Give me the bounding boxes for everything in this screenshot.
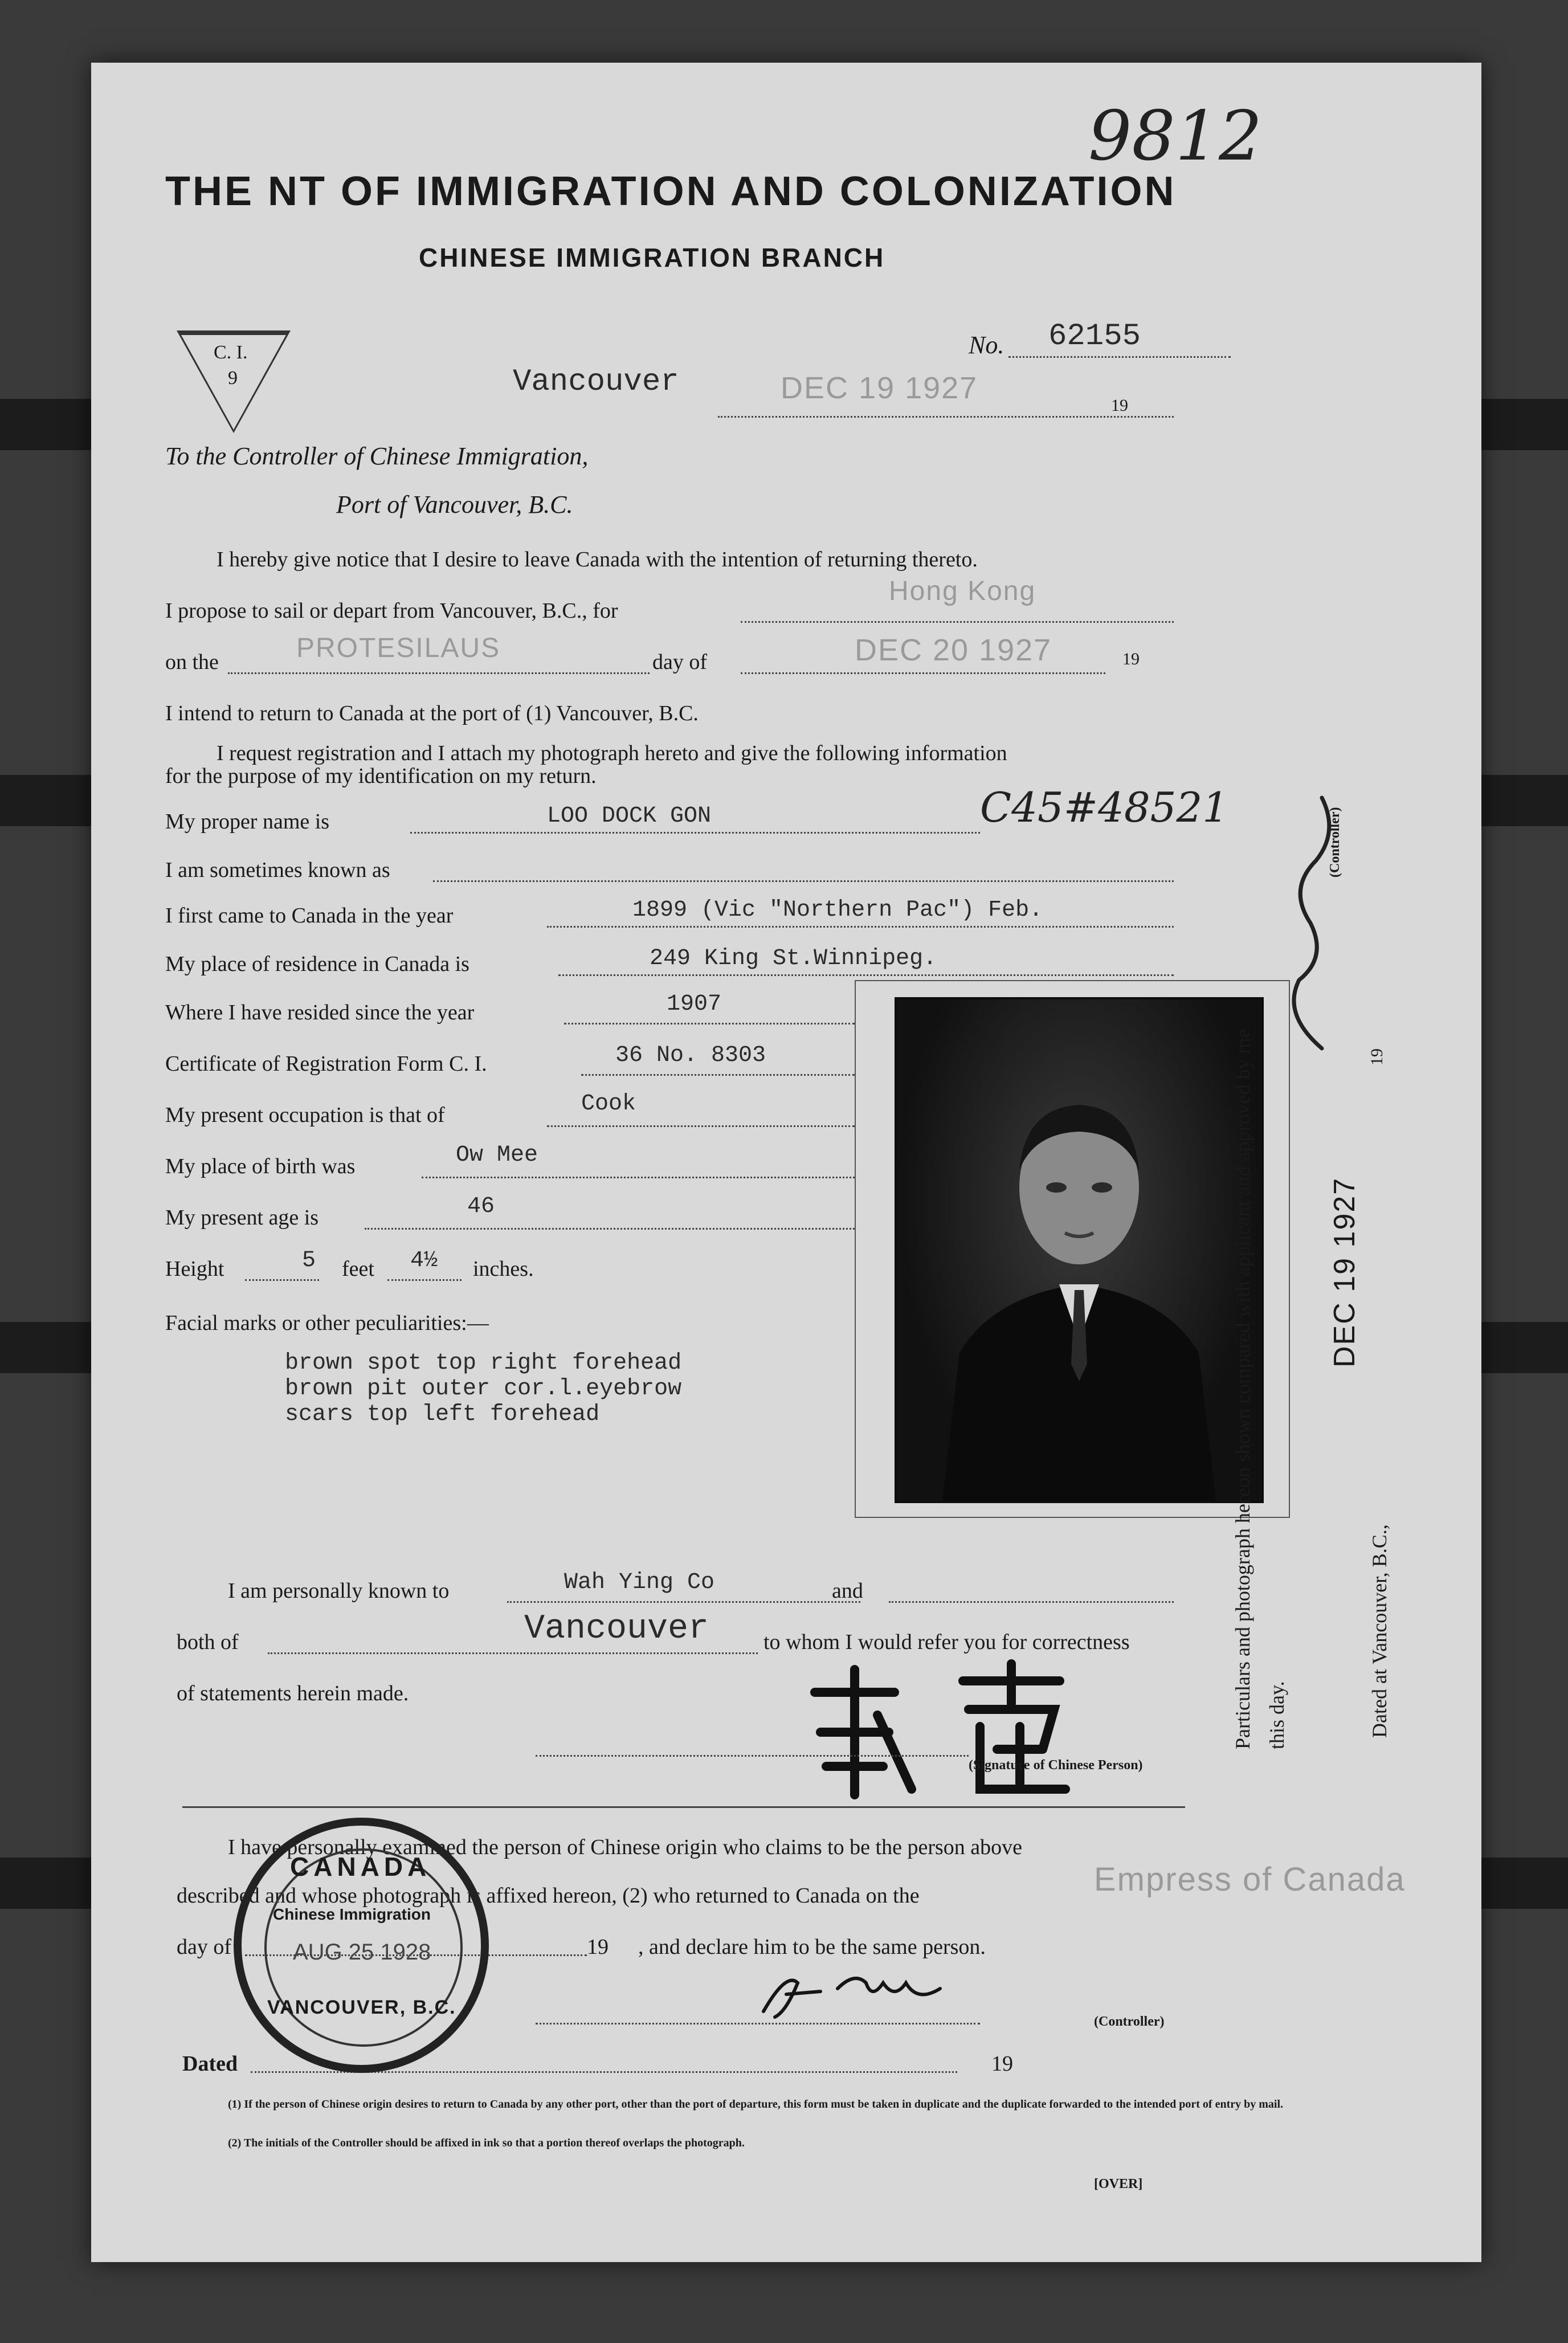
form-paper	[91, 63, 1481, 2262]
ship-name: PROTESILAUS	[296, 633, 501, 663]
form-number-value: 62155	[1048, 319, 1141, 354]
known-as-label: I am sometimes known as	[165, 858, 390, 882]
return-ship-name: Empress of Canada	[1094, 1861, 1406, 1898]
height-label: Height	[165, 1257, 224, 1281]
return-day-of: day of	[177, 1935, 232, 1959]
stamp-date: AUG 25 1928	[293, 1940, 431, 1965]
handwritten-reference: C45#48521	[980, 783, 1229, 831]
year-suffix: 19	[1111, 396, 1128, 415]
resided-since-value: 1907	[667, 991, 722, 1017]
dated-label: Dated	[182, 2052, 238, 2076]
footnote-2: (2) The initials of the Controller should be affixed in ink so that a portion thereof overlaps the photograph.	[228, 2137, 745, 2149]
sail-label: I propose to sail or depart from Vancouver, B.C., for	[165, 599, 618, 623]
birthplace-value: Ow Mee	[456, 1142, 538, 1168]
form-number-label: No.	[969, 331, 1004, 359]
departure-date: DEC 20 1927	[855, 633, 1052, 667]
facial-mark-line: brown pit outer cor.l.eyebrow	[285, 1376, 682, 1402]
stamp-middle-text: Chinese Immigration	[273, 1905, 431, 1923]
addressee-line2: Port of Vancouver, B.C.	[336, 491, 573, 519]
side-dated-label: Dated at Vancouver, B.C.,	[1368, 1524, 1391, 1738]
request-line2: for the purpose of my identification on my return.	[165, 764, 597, 788]
controller-caption: (Controller)	[1094, 2014, 1165, 2029]
handwritten-file-number: 9812	[1088, 97, 1263, 176]
residence-value: 249 King St.Winnipeg.	[650, 946, 937, 972]
return-line1: I have personally examined the person of Chinese origin who claims to be the person above	[228, 1835, 1022, 1859]
first-came-value: 1899 (Vic "Northern Pac") Feb.	[632, 897, 1043, 923]
side-controller-caption: (Controller)	[1328, 807, 1342, 877]
departure-year-suffix: 19	[1122, 650, 1140, 668]
both-of-label: both of	[177, 1630, 239, 1654]
proper-name-value: LOO DOCK GON	[547, 803, 712, 829]
birthplace-label: My place of birth was	[165, 1154, 356, 1178]
controller-signature	[752, 1960, 957, 2028]
side-year-suffix: 19	[1367, 1048, 1386, 1066]
height-inches-label: inches.	[473, 1257, 534, 1281]
age-value: 46	[467, 1194, 495, 1219]
facial-mark-line: scars top left forehead	[285, 1402, 600, 1427]
return-year-suffix: 19	[587, 1935, 609, 1959]
form-code-line1: C. I.	[214, 342, 248, 363]
chinese-signature	[792, 1658, 1111, 1806]
certificate-label: Certificate of Registration Form C. I.	[165, 1052, 487, 1076]
side-approval-text: Particulars and photograph hereon shown compared with applicant and approved by me	[1231, 1028, 1254, 1749]
dated-year-suffix: 19	[991, 2052, 1013, 2076]
height-inches: 4½	[410, 1248, 438, 1273]
return-line2: described and whose photograph is affixed hereon, (2) who returned to Canada on the	[177, 1884, 920, 1908]
on-the-label: on the	[165, 650, 219, 674]
immigration-stamp	[234, 1818, 489, 2073]
occupation-value: Cook	[581, 1091, 636, 1117]
stamp-bottom-text: VANCOUVER, B.C.	[267, 1997, 456, 2018]
facial-marks-label: Facial marks or other peculiarities:—	[165, 1311, 489, 1335]
side-controller-initials	[1259, 775, 1362, 1060]
return-declare: , and declare him to be the same person.	[638, 1935, 986, 1959]
known-to-label: I am personally known to	[228, 1579, 450, 1603]
return-port-statement: I intend to return to Canada at the port of (1) Vancouver, B.C.	[165, 701, 699, 725]
stamp-top-text: CANADA	[290, 1852, 431, 1881]
applicant-photograph	[895, 997, 1264, 1503]
proper-name-label: My proper name is	[165, 810, 330, 834]
date-stamp: DEC 19 1927	[781, 371, 978, 405]
residence-label: My place of residence in Canada is	[165, 952, 469, 976]
intro-statement: I hereby give notice that I desire to leave Canada with the intention of returning thereto.	[217, 548, 978, 572]
place-value: Vancouver	[513, 365, 679, 399]
facial-mark-line: brown spot top right forehead	[285, 1350, 682, 1376]
certificate-value: 36 No. 8303	[615, 1043, 766, 1068]
height-feet: 5	[302, 1248, 316, 1273]
both-of-city: Vancouver	[524, 1610, 709, 1648]
first-came-label: I first came to Canada in the year	[165, 904, 454, 928]
known-to-value: Wah Ying Co	[564, 1570, 715, 1595]
occupation-label: My present occupation is that of	[165, 1103, 445, 1127]
refer-text: to whom I would refer you for correctness	[763, 1630, 1130, 1654]
addressee-line1: To the Controller of Chinese Immigration,	[165, 442, 589, 470]
statements-text: of statements herein made.	[177, 1681, 409, 1705]
signature-caption: (Signature of Chinese Person)	[969, 1758, 1143, 1773]
form-title: THE NT OF IMMIGRATION AND COLONIZATION	[165, 169, 1177, 214]
portrait-figure	[897, 999, 1261, 1501]
side-date-stamp: DEC 19 1927	[1328, 1177, 1361, 1368]
form-subtitle: CHINESE IMMIGRATION BRANCH	[419, 243, 885, 272]
age-label: My present age is	[165, 1206, 319, 1230]
form-code-line2: 9	[228, 368, 238, 389]
known-to-and: and	[832, 1579, 863, 1603]
over-marker: [OVER]	[1094, 2177, 1143, 2191]
request-line1: I request registration and I attach my photograph hereto and give the following information	[217, 741, 1007, 765]
footnote-1: (1) If the person of Chinese origin desires to return to Canada by any other port, other than the port of departure, this form must be taken in duplicate and the duplicate forwarded to the intended port of entry by mail.	[228, 2098, 1284, 2111]
resided-since-label: Where I have resided since the year	[165, 1001, 475, 1024]
section-divider	[182, 1806, 1185, 1808]
sail-destination: Hong Kong	[889, 576, 1036, 606]
day-of-label: day of	[652, 650, 708, 674]
height-feet-label: feet	[342, 1257, 374, 1281]
side-approval-line2: this day.	[1265, 1681, 1288, 1749]
